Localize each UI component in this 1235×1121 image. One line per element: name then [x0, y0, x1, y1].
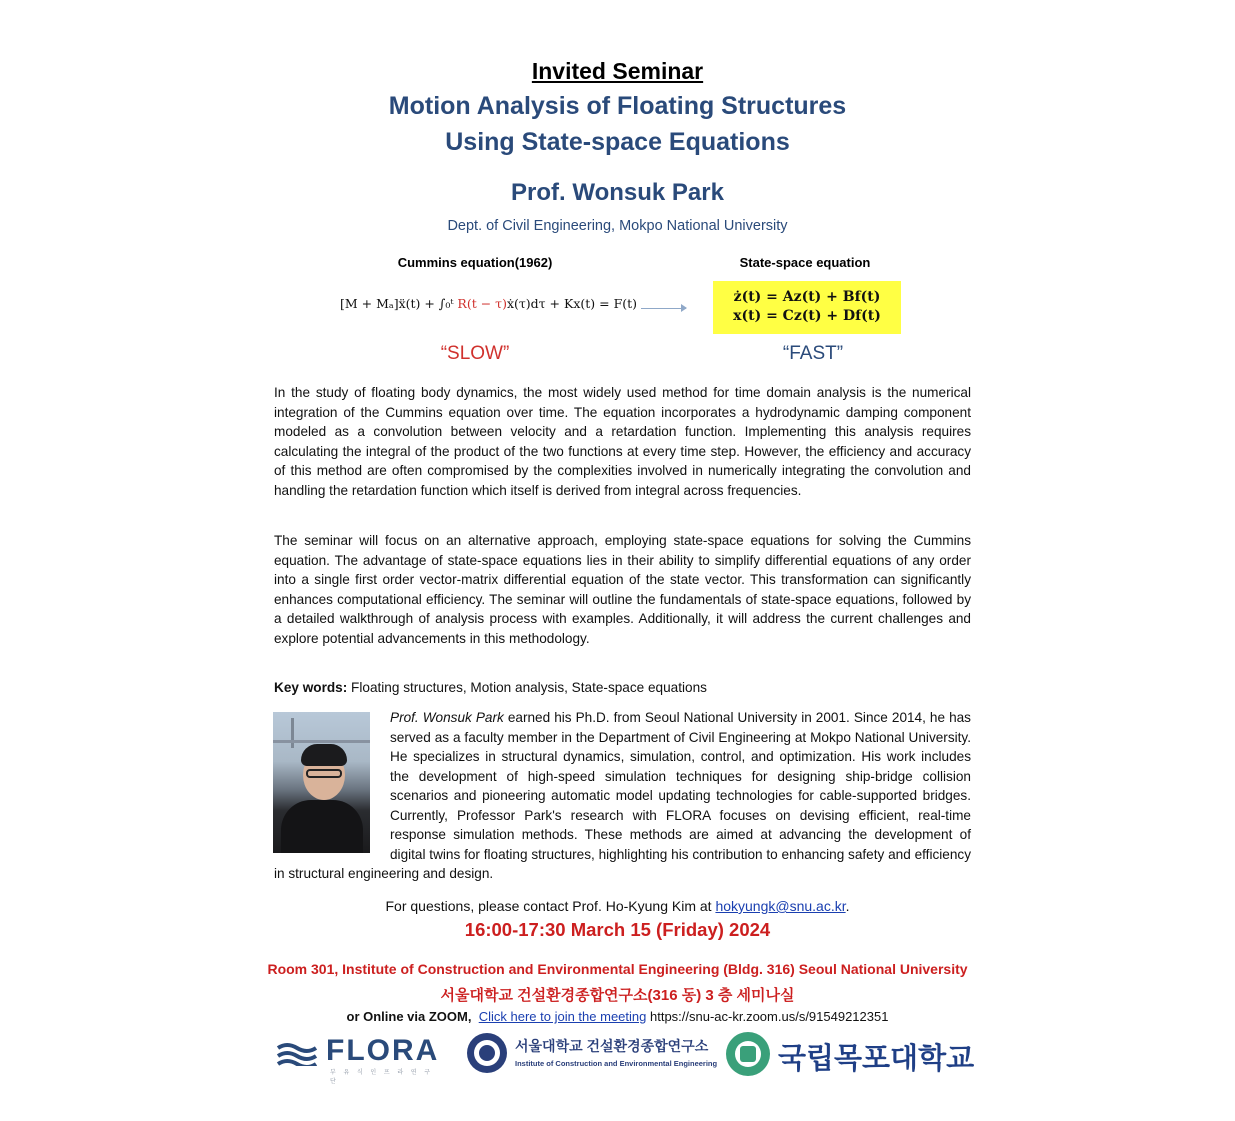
- abstract-paragraph-2: The seminar will focus on an alternative approach, employing state-space equations for solving the Cummins equation. The advantage of state-space equations lies in their ability to simplify differential equations of any order into a single first order vector-matrix differential equation of the state vector. This transformation can significantly enhances computational efficiency. The seminar will outline the fundamentals of state-space equations, followed by a detailed walkthrough of analysis process with examples. Additionally, it will address the current challenges and explore potential advancements in this methodology.: [274, 533, 971, 646]
- contact-prefix: For questions, please contact Prof. Ho-Kyung Kim at: [385, 898, 716, 914]
- flora-waves-icon: [276, 1040, 318, 1066]
- state-space-title: State-space equation: [739, 255, 871, 270]
- state-space-equation-box: [713, 281, 901, 334]
- seminar-title-line2: Using State-space Equations: [445, 128, 790, 156]
- keywords: [274, 678, 971, 698]
- icee-korean-name: 서울대학교 건설환경종합연구소: [515, 1038, 709, 1054]
- arrow-head-icon: [681, 304, 687, 312]
- zoom-join-link[interactable]: Click here to join the meeting: [478, 1009, 647, 1024]
- fast-label: “FAST”: [782, 343, 844, 364]
- flora-subtitle: 부 유 식 인 프 라 연 구 단: [330, 1070, 434, 1085]
- bio-text: earned his Ph.D. from Seoul National University in 2001. Since 2014, he has served as a faculty member in the Department of Civil Engineering at Mokpo National University. He specializes in structural dynamics, simulation, control, and optimization. His work includes the development of high-speed simulation techniques for designing ship-bridge collision scenarios and pioneering automatic model updating technologies for cable-supported bridges. Currently, Professor Park's research with FLORA focuses on devising efficient, real-time response simulation methods. These methods are aimed at advancing the development of digital twins for floating structures, highlighting his contribution to enhancing safety and efficiency in structural engineering and design.: [274, 710, 971, 881]
- online-line: [0, 1009, 1235, 1024]
- cummins-lhs: [M + Mₐ]ẍ(t) + ∫₀ᵗ: [340, 296, 458, 311]
- keywords-value: Floating structures, Motion analysis, State-space equations: [347, 680, 707, 695]
- abstract-paragraph-1: In the study of floating body dynamics, the most widely used method for time domain analysis is the numerical integration of the Cummins equation over time. The equation incorporates a hydrodynamic damping component modeled as a convolution between velocity and a retardation function. Implementing this analysis requires calculating the integral of the product of the two functions at every time step. However, the efficiency and accuracy of this method are often compromised by the complexities involved in numerically integrating the convolution and handling the retardation function which itself is derived from integral across frequencies.: [274, 385, 971, 498]
- flora-logo: [276, 1034, 440, 1085]
- online-label: or Online via ZOOM,: [346, 1009, 472, 1024]
- seminar-title-line1: Motion Analysis of Floating Structures: [388, 92, 847, 120]
- event-datetime: 16:00-17:30 March 15 (Friday) 2024: [464, 919, 771, 940]
- cummins-title: Cummins equation(1962): [397, 255, 553, 270]
- speaker-photo: [273, 712, 370, 853]
- speaker-bio: [274, 708, 971, 884]
- equation-comparison-figure: [335, 250, 905, 370]
- mnu-logo: [726, 1032, 975, 1078]
- icee-english-name: Institute of Construction and Environmental Engineering: [515, 1059, 718, 1068]
- icee-logo: [467, 1033, 717, 1077]
- keywords-label: Key words:: [274, 680, 348, 695]
- contact-email-link[interactable]: hokyungk@snu.ac.kr: [715, 898, 846, 914]
- event-room-korean: 서울대학교 건설환경종합연구소(316 동) 3 층 세미나실: [440, 987, 795, 1004]
- flora-wordmark: FLORA: [326, 1034, 440, 1067]
- speaker-affiliation: Dept. of Civil Engineering, Mokpo National University: [447, 218, 788, 234]
- slow-label: “SLOW”: [440, 343, 510, 364]
- contact-suffix: .: [845, 898, 850, 914]
- arrow-right-icon: [641, 308, 686, 309]
- mnu-wordmark: 국립목포대학교: [778, 1043, 975, 1075]
- cummins-rhs: ẋ(τ)dτ + Kx(t) = F(t): [506, 296, 638, 311]
- mnu-seal-icon: [726, 1032, 770, 1076]
- event-room: Room 301, Institute of Construction and Environmental Engineering (Bldg. 316) Seoul National University: [267, 961, 968, 977]
- zoom-url: https://snu-ac-kr.zoom.us/s/91549212351: [646, 1009, 889, 1024]
- speaker-name: Prof. Wonsuk Park: [511, 179, 724, 206]
- cummins-equation: [340, 296, 637, 311]
- retardation-kernel: R(t − τ): [457, 296, 507, 311]
- poster-heading: Invited Seminar: [531, 58, 704, 84]
- state-eq-line1: ż(t) = Az(t) + Bf(t): [733, 289, 881, 305]
- contact-line: [0, 898, 1235, 914]
- state-eq-line2: x(t) = Cz(t) + Df(t): [733, 308, 881, 324]
- snu-seal-icon: [467, 1033, 507, 1073]
- bio-name: Prof. Wonsuk Park: [390, 710, 504, 725]
